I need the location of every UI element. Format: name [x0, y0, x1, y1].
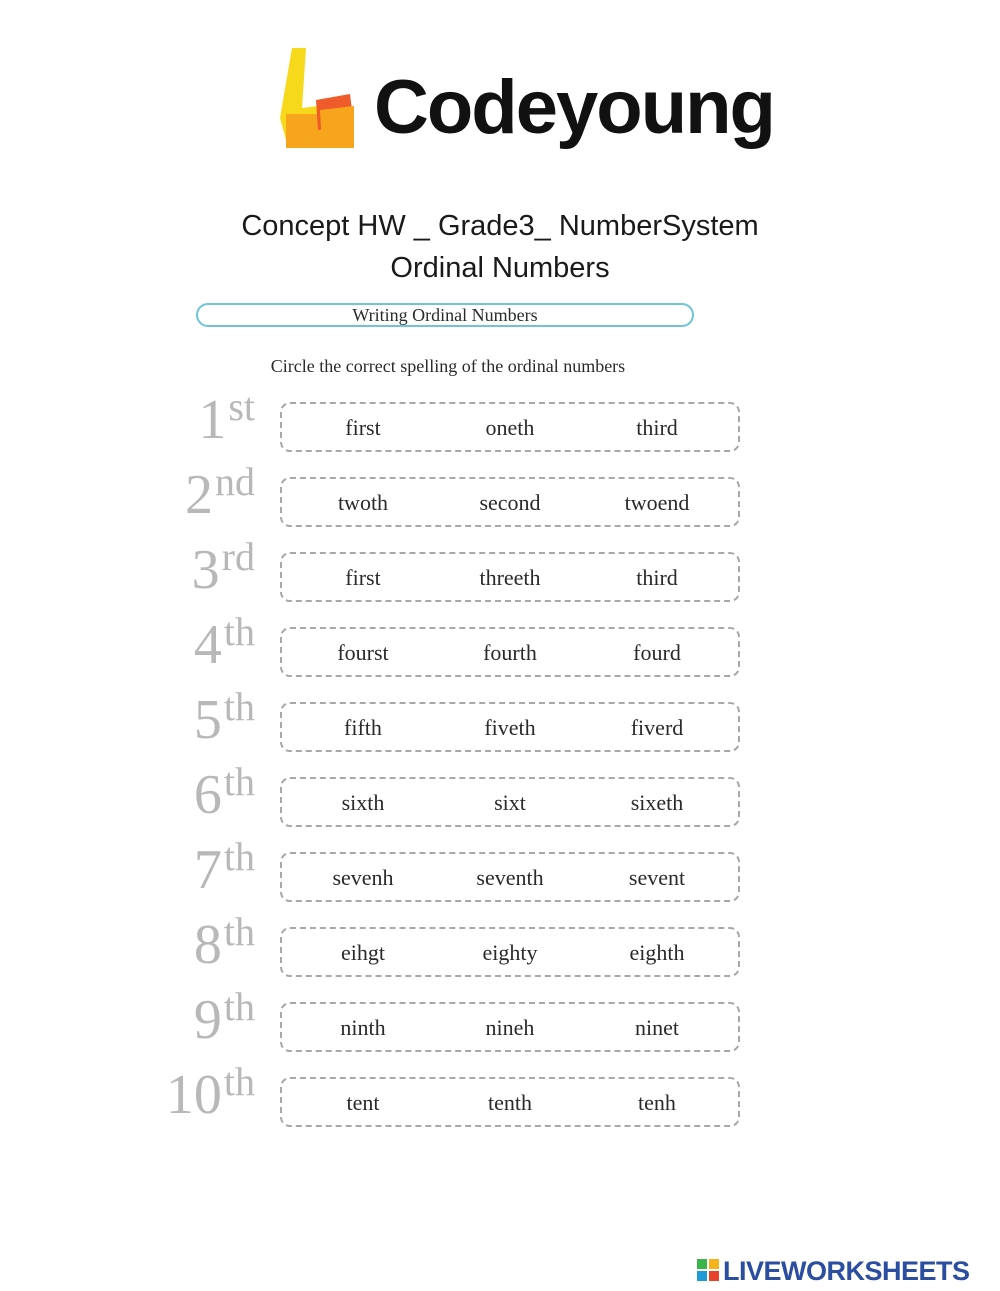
ordinal-number: 1	[198, 389, 227, 451]
question-row	[0, 759, 1000, 835]
ordinal-number: 6	[193, 764, 222, 826]
option-group	[280, 777, 740, 827]
option-word[interactable]: sixth	[341, 790, 385, 815]
option-word[interactable]: fiverd	[630, 715, 684, 740]
option-word[interactable]: seventh	[476, 865, 544, 890]
ordinal-suffix: th	[223, 684, 255, 729]
ordinal-number: 9	[193, 989, 222, 1051]
ordinal-label	[165, 1059, 255, 1126]
option-word[interactable]: ninth	[340, 1015, 386, 1040]
option-group	[280, 702, 740, 752]
option-word[interactable]: sevent	[628, 865, 686, 890]
option-word[interactable]: twoend	[624, 490, 690, 515]
option-group	[280, 627, 740, 677]
option-word[interactable]: sevenh	[332, 865, 394, 890]
ordinal-label	[193, 834, 255, 901]
question-row	[0, 909, 1000, 985]
ordinal-label	[193, 609, 255, 676]
question-row	[0, 1059, 1000, 1135]
option-word[interactable]: ninet	[635, 1015, 679, 1040]
option-word[interactable]: eihgt	[341, 940, 385, 965]
option-word[interactable]: third	[636, 565, 678, 590]
option-word[interactable]: fourd	[633, 640, 681, 665]
option-word[interactable]: third	[636, 415, 678, 440]
ordinal-suffix: th	[223, 759, 255, 804]
liveworksheets-text: LIVEWORKSHEETS	[723, 1256, 970, 1286]
question-row	[0, 384, 1000, 460]
page-subtitle: Ordinal Numbers	[390, 252, 610, 284]
section-heading: Writing Ordinal Numbers	[196, 303, 694, 327]
ordinal-label	[193, 984, 255, 1051]
option-word[interactable]: sixeth	[630, 790, 684, 815]
ordinal-suffix: th	[223, 1059, 255, 1104]
option-word[interactable]: twoth	[337, 490, 389, 515]
question-row	[0, 984, 1000, 1060]
codeyoung-wordmark: Codeyoung	[374, 65, 774, 150]
option-group	[280, 927, 740, 977]
option-word[interactable]: tenth	[488, 1090, 532, 1115]
question-row	[0, 684, 1000, 760]
option-word[interactable]: fifth	[344, 715, 382, 740]
ordinal-suffix: th	[223, 834, 255, 879]
ordinal-number: 3	[191, 539, 220, 601]
ordinal-suffix: th	[223, 984, 255, 1029]
instruction-text: Circle the correct spelling of the ordinal numbers	[270, 356, 626, 376]
option-group	[280, 477, 740, 527]
option-word[interactable]: fourth	[483, 640, 537, 665]
ordinal-label	[191, 534, 255, 601]
ordinal-suffix: rd	[221, 534, 255, 579]
option-word[interactable]: eighty	[482, 940, 538, 965]
ordinal-number: 2	[185, 464, 213, 526]
option-word[interactable]: first	[345, 415, 381, 440]
option-word[interactable]: sixt	[494, 790, 526, 815]
ordinal-label	[193, 759, 255, 826]
option-word[interactable]: second	[479, 490, 541, 515]
option-word[interactable]: first	[345, 565, 381, 590]
ordinal-label	[198, 384, 255, 451]
question-row	[0, 534, 1000, 610]
liveworksheets-watermark	[697, 1256, 997, 1286]
ordinal-number: 8	[193, 914, 222, 976]
option-word[interactable]: threeth	[479, 565, 541, 590]
option-group	[280, 552, 740, 602]
option-group	[280, 1002, 740, 1052]
ordinal-suffix: nd	[215, 459, 255, 504]
page-title: Concept HW _ Grade3_ NumberSystem	[241, 210, 759, 242]
option-group	[280, 852, 740, 902]
ordinal-number: 7	[193, 839, 222, 901]
ordinal-label	[185, 459, 255, 526]
ordinal-label	[193, 684, 255, 751]
codeyoung-logo	[278, 48, 774, 168]
option-group	[280, 1077, 740, 1127]
option-word[interactable]: oneth	[485, 415, 535, 440]
option-word[interactable]: nineh	[485, 1015, 535, 1040]
codeyoung-logo-mark-icon	[278, 48, 358, 152]
ordinal-suffix: th	[223, 909, 255, 954]
option-word[interactable]: fiveth	[484, 715, 536, 740]
option-word[interactable]: fourst	[337, 640, 389, 665]
ordinal-number: 4	[193, 614, 222, 676]
ordinal-number: 10	[165, 1064, 222, 1126]
question-row	[0, 459, 1000, 535]
ordinal-number: 5	[193, 689, 222, 751]
option-word[interactable]: eighth	[629, 940, 685, 965]
ordinal-suffix: th	[223, 609, 255, 654]
question-row	[0, 609, 1000, 685]
liveworksheets-logo-icon	[697, 1259, 719, 1281]
option-word[interactable]: tent	[346, 1090, 380, 1115]
option-group	[280, 402, 740, 452]
ordinal-suffix: st	[228, 384, 255, 429]
option-word[interactable]: tenh	[638, 1090, 676, 1115]
question-row	[0, 834, 1000, 910]
ordinal-label	[193, 909, 255, 976]
